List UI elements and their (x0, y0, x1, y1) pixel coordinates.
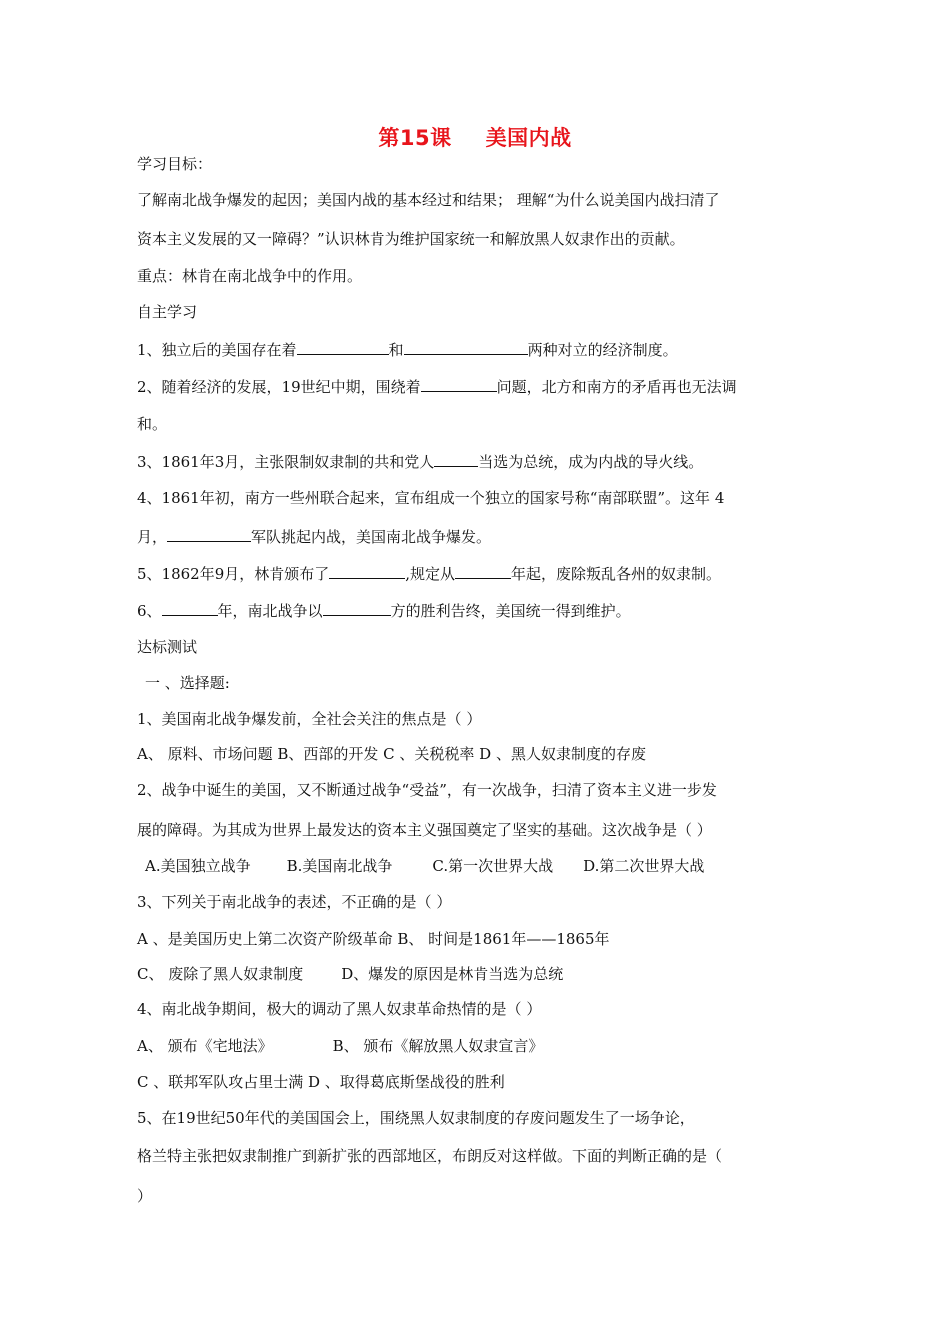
lesson-number: 第15课 (378, 126, 452, 150)
q6-text-a: 6、 (137, 602, 162, 620)
fill-blank[interactable] (167, 526, 251, 542)
test-q2-options (145, 856, 825, 876)
key-point: 重点：林肯在南北战争中的作用。 (137, 267, 363, 285)
fill-blank[interactable] (297, 339, 389, 355)
test-q4-options-ab (137, 1036, 817, 1056)
test-q3-options-ab[interactable]: A 、是美国历史上第二次资产阶级革命 B、 时间是1861年——1865年 (137, 930, 610, 948)
test-q5-stem-1: 5、在19世纪50年代的美国国会上，围绕黑人奴隶制度的存废问题发生了一场争论， (137, 1109, 695, 1127)
test-q1-options[interactable]: A、 原料、市场问题 B、西部的开发 C 、关税税率 D 、黑人奴隶制度的存废 (137, 745, 646, 763)
option-d[interactable]: D.第二次世界大战 (583, 857, 705, 875)
fill-blank[interactable] (455, 563, 511, 579)
q3-text-a: 3、1861年3月，主张限制奴隶制的共和党人 (137, 453, 435, 471)
fill-blank[interactable] (329, 563, 405, 579)
option-b[interactable]: B.美国南北战争 (286, 857, 393, 875)
test-q1-stem: 1、美国南北战争爆发前，全社会关注的焦点是（ ） (137, 710, 482, 728)
self-study-q1 (137, 339, 817, 360)
test-q2-stem-1: 2、战争中诞生的美国，又不断通过战争“受益”，有一次战争，扫清了资本主义进一步发 (137, 781, 717, 799)
fill-blank[interactable] (323, 600, 391, 616)
self-study-q2-cont: 和。 (137, 415, 168, 433)
q2-text-a: 2、随着经济的发展，19世纪中期，围绕着 (137, 378, 421, 396)
q5-text-b: ,规定从 (405, 565, 456, 583)
fill-blank[interactable] (421, 376, 497, 392)
option-d[interactable]: D、爆发的原因是林肯当选为总统 (341, 965, 564, 983)
q2-text-b: 问题，北方和南方的矛盾再也无法调 (496, 378, 737, 396)
objectives-line-1: 了解南北战争爆发的起因；美国内战的基本经过和结果； 理解“为什么说美国内战扫清了 (137, 191, 720, 209)
q5-text-a: 5、1862年9月，林肯颁布了 (137, 565, 330, 583)
objectives-heading: 学习目标： (137, 155, 213, 173)
option-a[interactable]: A、 颁布《宅地法》 (137, 1037, 273, 1055)
self-study-q2 (137, 376, 817, 397)
option-b[interactable]: B、 颁布《解放黑人奴隶宣言》 (332, 1037, 544, 1055)
q1-text-a: 1、独立后的美国存在着 (137, 341, 297, 359)
option-a[interactable]: A.美国独立战争 (145, 857, 251, 875)
self-study-heading: 自主学习 (137, 303, 198, 321)
fill-blank[interactable] (162, 600, 218, 616)
test-q5-stem-2: 格兰特主张把奴隶制推广到新扩张的西部地区，布朗反对这样做。下面的判断正确的是（ (137, 1147, 723, 1165)
lesson-name: 美国内战 (485, 126, 572, 150)
q1-text-c: 两种对立的经济制度。 (527, 341, 678, 359)
q6-text-c: 方的胜利告终，美国统一得到维护。 (390, 602, 631, 620)
self-study-q4-cont (137, 526, 817, 547)
q5-text-c: 年起，废除叛乱各州的奴隶制。 (511, 565, 722, 583)
self-study-q3 (137, 451, 817, 472)
objectives-line-2: 资本主义发展的又一障碍？”认识林肯为维护国家统一和解放黑人奴隶作出的贡献。 (137, 230, 685, 248)
page-title (0, 122, 950, 152)
self-study-q6 (137, 600, 817, 621)
test-q4-stem: 4、南北战争期间，极大的调动了黑人奴隶革命热情的是（ ） (137, 1000, 542, 1018)
section-heading: 一 、选择题: (145, 674, 230, 692)
fill-blank[interactable] (434, 451, 478, 467)
option-c[interactable]: C.第一次世界大战 (432, 857, 554, 875)
self-study-q4: 4、1861年初，南方一些州联合起来，宣布组成一个独立的国家号称“南部联盟”。这年 4 (137, 489, 725, 507)
option-c[interactable]: C、 废除了黑人奴隶制度 (137, 965, 304, 983)
test-q3-options-cd (137, 964, 817, 984)
self-study-q5 (137, 563, 817, 584)
test-q3-stem: 3、下列关于南北战争的表述，不正确的是（ ） (137, 893, 452, 911)
test-q2-stem-2: 展的障碍。为其成为世界上最发达的资本主义强国奠定了坚实的基础。这次战争是（ ） (137, 821, 712, 839)
q6-text-b: 年，南北战争以 (217, 602, 323, 620)
test-heading: 达标测试 (137, 638, 198, 656)
test-q5-stem-3: ） (137, 1187, 153, 1205)
test-q4-options-cd[interactable]: C 、联邦军队攻占里士满 D 、取得葛底斯堡战役的胜利 (137, 1073, 505, 1091)
fill-blank[interactable] (404, 339, 528, 355)
q1-text-b: 和 (388, 341, 404, 359)
q3-text-b: 当选为总统，成为内战的导火线。 (478, 453, 704, 471)
q4-text-c: 军队挑起内战，美国南北战争爆发。 (251, 528, 492, 546)
q4-text-b: 月， (137, 528, 168, 546)
